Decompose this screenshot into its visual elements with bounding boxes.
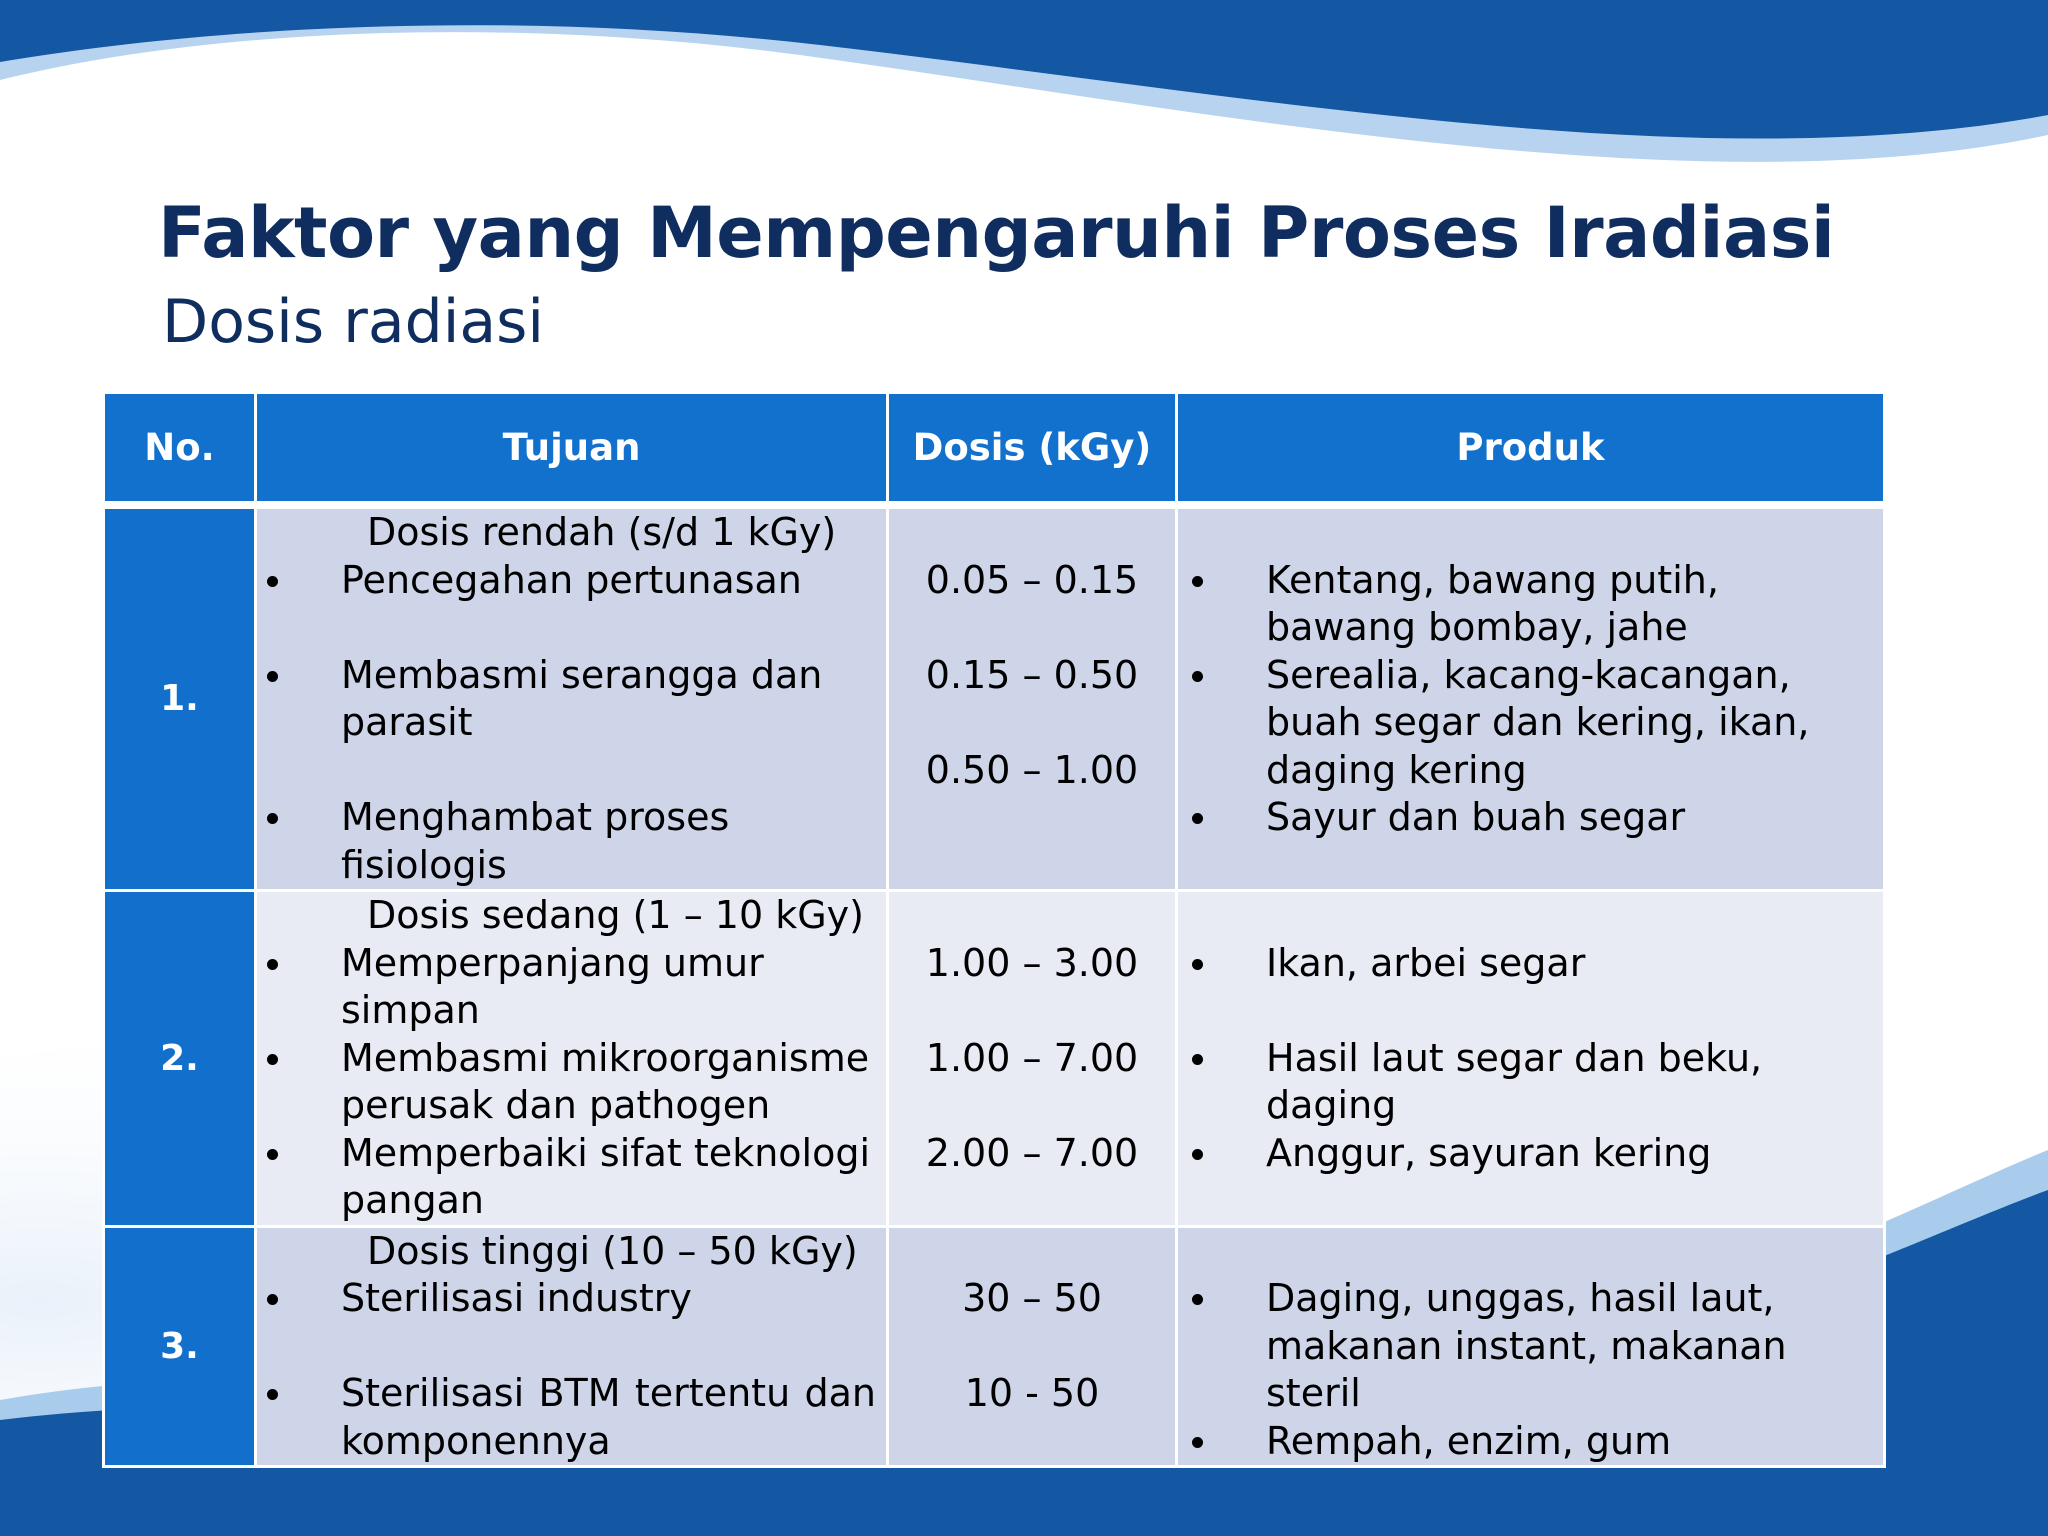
produk-cell <box>1177 505 1885 891</box>
produk-item: Sayur dan buah segar <box>1182 794 1883 842</box>
header-tujuan: Tujuan <box>256 393 888 506</box>
dose-range: 30 – 50 <box>962 1276 1102 1320</box>
table-row <box>104 891 1885 1227</box>
row-number: 2. <box>104 891 256 1227</box>
slide-subtitle: Dosis radiasi <box>162 287 545 357</box>
tujuan-item: Pencegahan pertunasan <box>257 557 886 605</box>
table-row <box>104 1226 1885 1467</box>
tujuan-item: Memperbaiki sifat teknologi pangan <box>257 1130 886 1225</box>
dose-range: 2.00 – 7.00 <box>925 1130 1139 1175</box>
table-row <box>104 505 1885 891</box>
produk-item: Hasil laut segar dan beku, daging <box>1182 1035 1883 1130</box>
tujuan-item: Membasmi mikroorganisme perusak dan pathogen <box>257 1035 886 1130</box>
header-produk: Produk <box>1177 393 1885 506</box>
radiation-dose-table <box>102 391 1886 1468</box>
tujuan-item: Membasmi serangga dan parasit <box>257 652 886 747</box>
produk-cell <box>1177 1226 1885 1467</box>
tujuan-cell <box>256 1226 888 1467</box>
header-no: No. <box>104 393 256 506</box>
tujuan-cell <box>256 505 888 891</box>
produk-item: Kentang, bawang putih, bawang bombay, jahe <box>1182 557 1883 652</box>
dose-range: 1.00 – 3.00 <box>925 940 1139 985</box>
table-header-row <box>104 393 1885 506</box>
tujuan-item: Menghambat proses fisiologis <box>257 794 886 889</box>
tujuan-item: Sterilisasi BTM tertentu dan komponennya <box>257 1370 886 1465</box>
tujuan-item: Memperpanjang umur simpan <box>257 940 886 1035</box>
slide-title: Faktor yang Mempengaruhi Proses Iradiasi <box>158 192 1835 274</box>
dose-category-label: Dosis rendah (s/d 1 kGy) <box>367 510 837 554</box>
dose-range: 10 - 50 <box>964 1371 1100 1415</box>
dose-category-label: Dosis sedang (1 – 10 kGy) <box>367 893 864 937</box>
tujuan-item: Sterilisasi industry <box>257 1275 886 1323</box>
produk-item: Rempah, enzim, gum <box>1182 1418 1883 1466</box>
dose-range: 0.50 – 1.00 <box>925 747 1139 792</box>
row-number: 1. <box>104 505 256 891</box>
row-number: 3. <box>104 1226 256 1467</box>
produk-item: Anggur, sayuran kering <box>1182 1130 1883 1178</box>
produk-item: Serealia, kacang-kacangan, buah segar dan kering, ikan, daging kering <box>1182 652 1883 795</box>
dose-range: 0.15 – 0.50 <box>925 652 1139 697</box>
dosis-cell <box>888 505 1177 891</box>
dose-category-label: Dosis tinggi (10 – 50 kGy) <box>367 1228 858 1273</box>
produk-item: Daging, unggas, hasil laut, makanan instant, makanan steril <box>1182 1275 1883 1418</box>
produk-cell <box>1177 891 1885 1227</box>
dose-range: 0.05 – 0.15 <box>925 557 1139 602</box>
dose-range: 1.00 – 7.00 <box>925 1035 1139 1080</box>
dosis-cell <box>888 891 1177 1227</box>
tujuan-cell <box>256 891 888 1227</box>
produk-item: Ikan, arbei segar <box>1182 940 1883 988</box>
header-dosis: Dosis (kGy) <box>888 393 1177 506</box>
dosis-cell <box>888 1226 1177 1467</box>
